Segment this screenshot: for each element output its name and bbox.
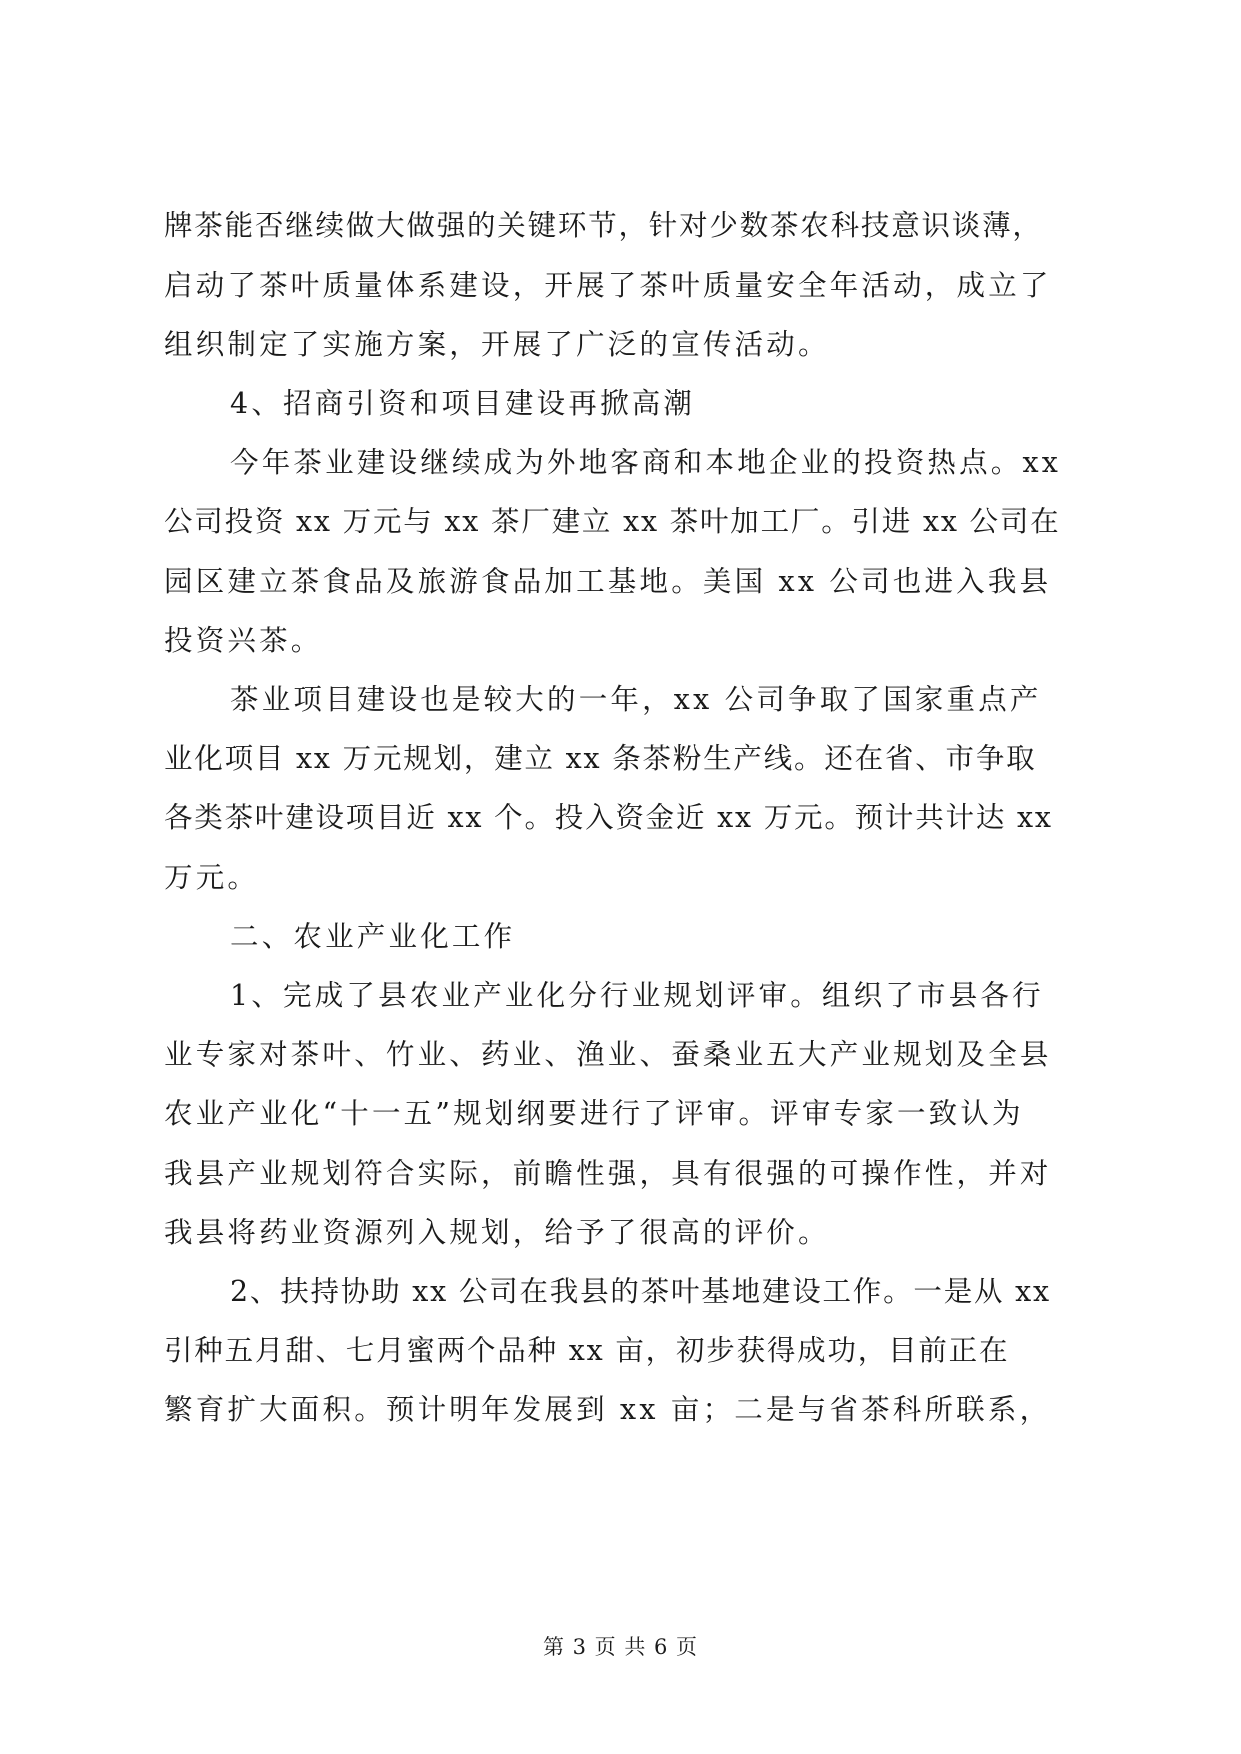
text-line: 茶业项目建设也是较大的一年，xx 公司争取了国家重点产 <box>230 683 1042 716</box>
text-line: 我县将药业资源列入规划，给予了很高的评价。 <box>164 1216 830 1249</box>
text-line: 业化项目 xx 万元规划，建立 xx 条茶粉生产线。还在省、市争取 <box>164 742 1037 775</box>
text-line: 牌茶能否继续做大做强的关键环节，针对少数茶农科技意识谈薄， <box>164 209 1043 242</box>
text-line: 启动了茶叶质量体系建设，开展了茶叶质量安全年活动，成立了 <box>164 269 1052 302</box>
text-line: 公司投资 xx 万元与 xx 茶厂建立 xx 茶叶加工厂。引进 xx 公司在 <box>164 505 1061 538</box>
text-line: 农业产业化“十一五”规划纲要进行了评审。评审专家一致认为 <box>164 1097 1024 1130</box>
text-line: 各类茶叶建设项目近 xx 个。投入资金近 xx 万元。预计共计达 xx <box>164 801 1053 834</box>
text-line: 万元。 <box>164 861 260 894</box>
text-line: 业专家对茶叶、竹业、药业、渔业、蚕桑业五大产业规划及全县 <box>164 1038 1052 1071</box>
text-line: 1、完成了县农业产业化分行业规划评审。组织了市县各行 <box>230 979 1044 1012</box>
text-line: 我县产业规划符合实际，前瞻性强，具有很强的可操作性，并对 <box>164 1157 1052 1190</box>
text-line: 今年茶业建设继续成为外地客商和本地企业的投资热点。xx <box>230 446 1062 479</box>
section-heading: 4、招商引资和项目建设再掀高潮 <box>230 387 696 420</box>
section-heading: 二、农业产业化工作 <box>230 920 516 953</box>
text-line: 组织制定了实施方案，开展了广泛的宣传活动。 <box>164 328 830 361</box>
page-footer: 第 3 页 共 6 页 <box>542 1635 699 1659</box>
text-line: 引种五月甜、七月蜜两个品种 xx 亩，初步获得成功，目前正在 <box>164 1334 1010 1367</box>
text-line: 园区建立茶食品及旅游食品加工基地。美国 xx 公司也进入我县 <box>164 565 1052 598</box>
text-line: 投资兴茶。 <box>164 624 323 657</box>
text-line: 2、扶持协助 xx 公司在我县的茶叶基地建设工作。一是从 xx <box>230 1275 1051 1308</box>
text-line: 繁育扩大面积。预计明年发展到 xx 亩；二是与省茶科所联系， <box>164 1393 1052 1426</box>
